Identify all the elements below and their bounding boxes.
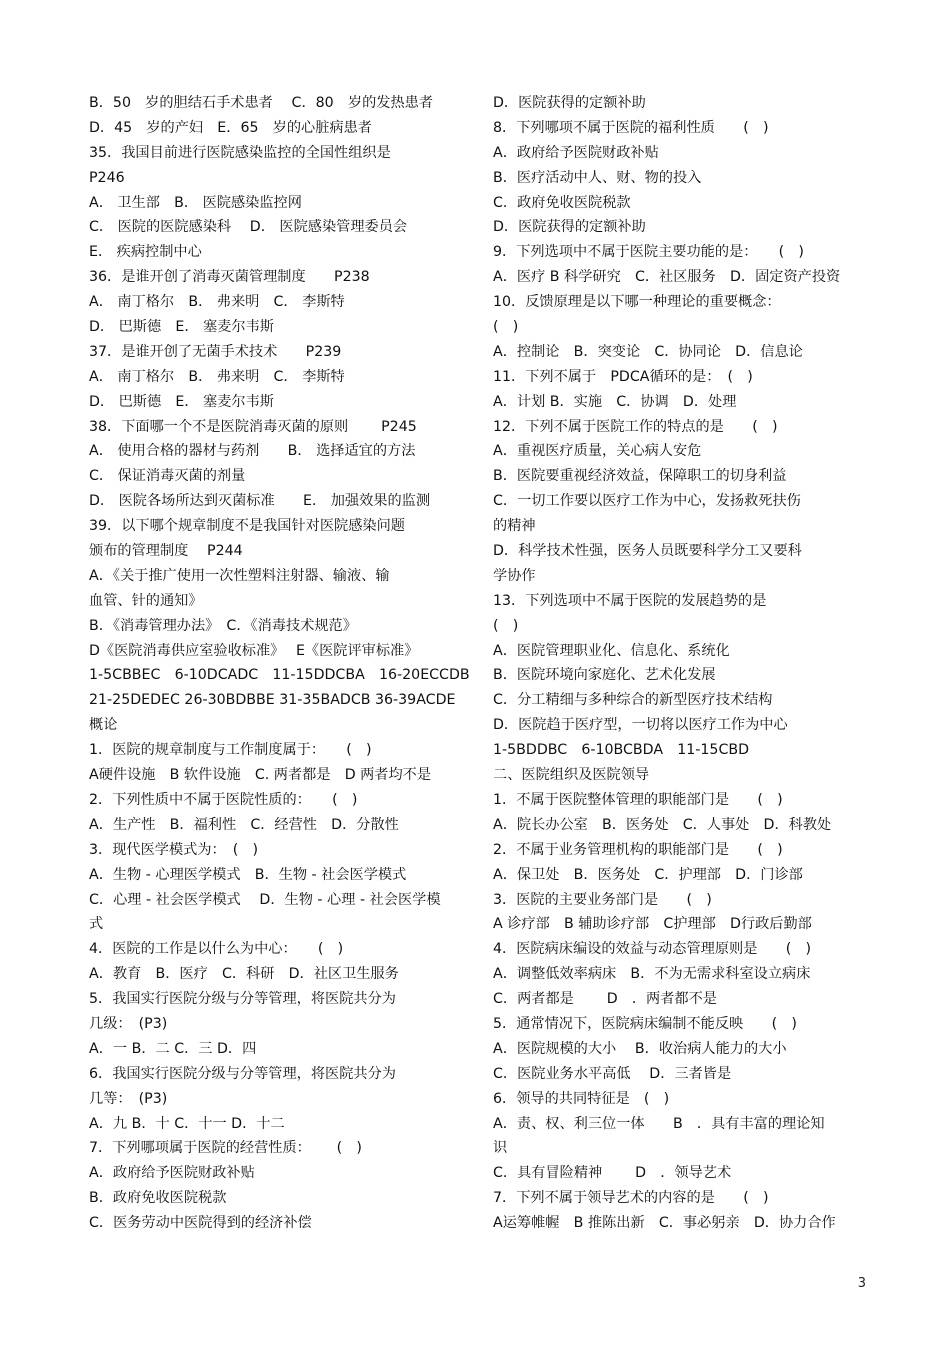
text-line: E． 疾病控制中心 (89, 244, 202, 261)
text-line: A硬件设施 B 软件设施 C. 两者都是 D 两者均不是 (89, 767, 432, 784)
text-line: ( ) (493, 319, 519, 336)
text-line: 9．下列选项中不属于医院主要功能的是： ( ) (493, 244, 804, 261)
text-line: A．政府给予医院财政补贴 (89, 1165, 255, 1182)
text-line: 36．是谁开创了消毒灭菌管理制度 P238 (89, 269, 370, 286)
text-line: 3．现代医学模式为： ( ) (89, 841, 259, 858)
text-line: 血管、针的通知》 (89, 592, 203, 609)
text-line: C． 医院的医院感染科 D． 医院感染管理委员会 (89, 219, 408, 236)
text-line: 13．下列选项中不属于医院的发展趋势的是 (493, 592, 767, 609)
text-line: 4．医院病床编设的效益与动态管理原则是 ( ) (493, 941, 812, 958)
text-line: D．医院趋于医疗型，一切将以医疗工作为中心 (493, 717, 788, 734)
text-line: 37．是谁开创了无菌手术技术 P239 (89, 343, 342, 360)
text-line: C．两者都是 D ．两者都不是 (493, 991, 717, 1008)
text-line: A．《关于推广使用一次性塑料注射器、输液、输 (89, 567, 390, 584)
text-line: 35．我国目前进行医院感染监控的全国性组织是 (89, 144, 391, 161)
text-line: A．责、权、利三位一体 B ．具有丰富的理论知 (493, 1115, 825, 1132)
text-line: D．医院获得的定额补助 (493, 95, 646, 111)
text-line: 3．医院的主要业务部门是 ( ) (493, 891, 712, 908)
text-line: 12．下列不属于医院工作的特点的是 ( ) (493, 418, 778, 435)
text-line: A 诊疗部 B 辅助诊疗部 C护理部 D行政后勤部 (493, 916, 812, 933)
text-line: C．一切工作要以医疗工作为中心，发扬救死扶伤 (493, 493, 801, 510)
text-line: A．生物 - 心理医学模式 B．生物 - 社会医学模式 (89, 866, 407, 883)
page-number: 3 (857, 1276, 866, 1291)
text-line: 6．我国实行医院分级与分等管理，将医院共分为 (89, 1065, 396, 1082)
text-line: 21-25DEDEC 26-30BDBBE 31-35BADCB 36-39ACDE (89, 692, 456, 709)
text-line: D．医院获得的定额补助 (493, 219, 646, 236)
text-line: 二、医院组织及医院领导 (493, 767, 650, 784)
text-line: 式 (89, 916, 104, 933)
text-line: D． 巴斯德 E． 塞麦尔韦斯 (89, 393, 274, 410)
text-line: 1-5CBBEC 6-10DCADC 11-15DDCBA 16-20ECCDB (89, 667, 470, 684)
text-line: A．一 B．二 C．三 D．四 (89, 1040, 257, 1057)
text-line: C． 保证消毒灭菌的剂量 (89, 468, 246, 485)
text-line: B．医院要重视经济效益，保障职工的切身利益 (493, 468, 787, 485)
text-line: 6．领导的共同特征是 ( ) (493, 1090, 670, 1107)
text-line: A．调整低效率病床 B．不为无需求科室设立病床 (493, 966, 811, 983)
text-line: 1．不属于医院整体管理的职能部门是 ( ) (493, 791, 783, 808)
text-line: 38．下面哪一个不是医院消毒灭菌的原则 P245 (89, 418, 417, 435)
text-line: B．政府免收医院税款 (89, 1190, 227, 1207)
text-line: A． 使用合格的器材与药剂 B． 选择适宜的方法 (89, 443, 416, 460)
text-line: ( ) (493, 617, 519, 634)
text-line: 颁布的管理制度 P244 (89, 543, 243, 560)
text-line: A．教育 B．医疗 C．科研 D．社区卫生服务 (89, 966, 399, 983)
text-line: D． 巴斯德 E． 塞麦尔韦斯 (89, 319, 274, 336)
text-line: 学协作 (493, 567, 536, 584)
text-line: 几等： (P3) (89, 1090, 168, 1107)
text-line: A．院长办公室 B．医务处 C．人事处 D．科教处 (493, 816, 832, 833)
text-line: 2．下列性质中不属于医院性质的： ( ) (89, 791, 358, 808)
text-line: B．《消毒管理办法》 C．《消毒技术规范》 (89, 617, 357, 634)
text-line: C．医院业务水平高低 D．三者皆是 (493, 1065, 732, 1082)
text-line: A．计划 B．实施 C．协调 D．处理 (493, 393, 737, 410)
text-line: A．医院规模的大小 B．收治病人能力的大小 (493, 1040, 787, 1057)
text-line: D《医院消毒供应室验收标准》 E《医院评审标准》 (89, 642, 419, 659)
text-line: 2．不属于业务管理机构的职能部门是 ( ) (493, 841, 783, 858)
text-line: 的精神 (493, 518, 536, 535)
text-line: D． 医院各场所达到灭菌标准 E． 加强效果的监测 (89, 493, 431, 510)
text-line: 几级： (P3) (89, 1015, 168, 1032)
text-line: 1-5BDDBC 6-10BCBDA 11-15CBD (493, 742, 750, 759)
text-line: A． 南丁格尔 B． 弗来明 C． 李斯特 (89, 368, 345, 385)
text-line: C．心理 - 社会医学模式 D．生物 - 心理 - 社会医学模 (89, 891, 441, 908)
text-line: 10．反馈原理是以下哪一种理论的重要概念： (493, 294, 781, 311)
text-line: 1．医院的规章制度与工作制度属于： ( ) (89, 742, 372, 759)
text-line: C．具有冒险精神 D ．领导艺术 (493, 1165, 732, 1182)
text-line: A． 卫生部 B． 医院感染监控网 (89, 194, 302, 211)
text-line: 7．下列哪项属于医院的经营性质： ( ) (89, 1140, 362, 1157)
text-line: D．45 岁的产妇 E．65 岁的心脏病患者 (89, 119, 372, 136)
text-line: A．医院管理职业化、信息化、系统化 (493, 642, 730, 659)
text-line: D．科学技术性强，医务人员既要科学分工又要科 (493, 543, 802, 560)
text-line: 39．以下哪个规章制度不是我国针对医院感染问题 (89, 518, 405, 535)
text-line: A．控制论 B．突变论 C．协同论 D．信息论 (493, 343, 803, 360)
left-column (89, 91, 481, 1236)
text-line: A运筹帷幄 B 推陈出新 C．事必躬亲 D．协力合作 (493, 1215, 836, 1232)
text-line: 11．下列不属于 PDCA循环的是： ( ) (493, 368, 753, 385)
text-line: 7．下列不属于领导艺术的内容的是 ( ) (493, 1190, 769, 1207)
text-line: B．50 岁的胆结石手术患者 C．80 岁的发热患者 (89, 95, 434, 111)
right-column (493, 91, 873, 1236)
text-line: C．医务劳动中医院得到的经济补偿 (89, 1215, 312, 1232)
text-line: A．保卫处 B．医务处 C．护理部 D．门诊部 (493, 866, 803, 883)
text-line: 识 (493, 1140, 508, 1157)
text-line: 4．医院的工作是以什么为中心： ( ) (89, 941, 344, 958)
text-line: 概论 (89, 717, 118, 734)
text-line: A．医疗 B 科学研究 C．社区服务 D．固定资产投资 (493, 269, 841, 286)
text-line: 8．下列哪项不属于医院的福利性质 ( ) (493, 119, 769, 136)
text-line: A．重视医疗质量，关心病人安危 (493, 443, 702, 460)
text-line: A．生产性 B．福利性 C．经营性 D．分散性 (89, 816, 399, 833)
text-line: B．医院环境向家庭化、艺术化发展 (493, 667, 716, 684)
text-line: P246 (89, 169, 125, 186)
text-line: A．政府给予医院财政补贴 (493, 144, 659, 161)
text-line: 5．我国实行医院分级与分等管理，将医院共分为 (89, 991, 396, 1008)
text-line: C．政府免收医院税款 (493, 194, 631, 211)
text-line: A．九 B．十 C．十一 D．十二 (89, 1115, 285, 1132)
text-line: B．医疗活动中人、财、物的投入 (493, 169, 702, 186)
text-line: 5．通常情况下，医院病床编制不能反映 ( ) (493, 1015, 797, 1032)
text-line: C．分工精细与多种综合的新型医疗技术结构 (493, 692, 773, 709)
text-line: A． 南丁格尔 B． 弗来明 C． 李斯特 (89, 294, 345, 311)
